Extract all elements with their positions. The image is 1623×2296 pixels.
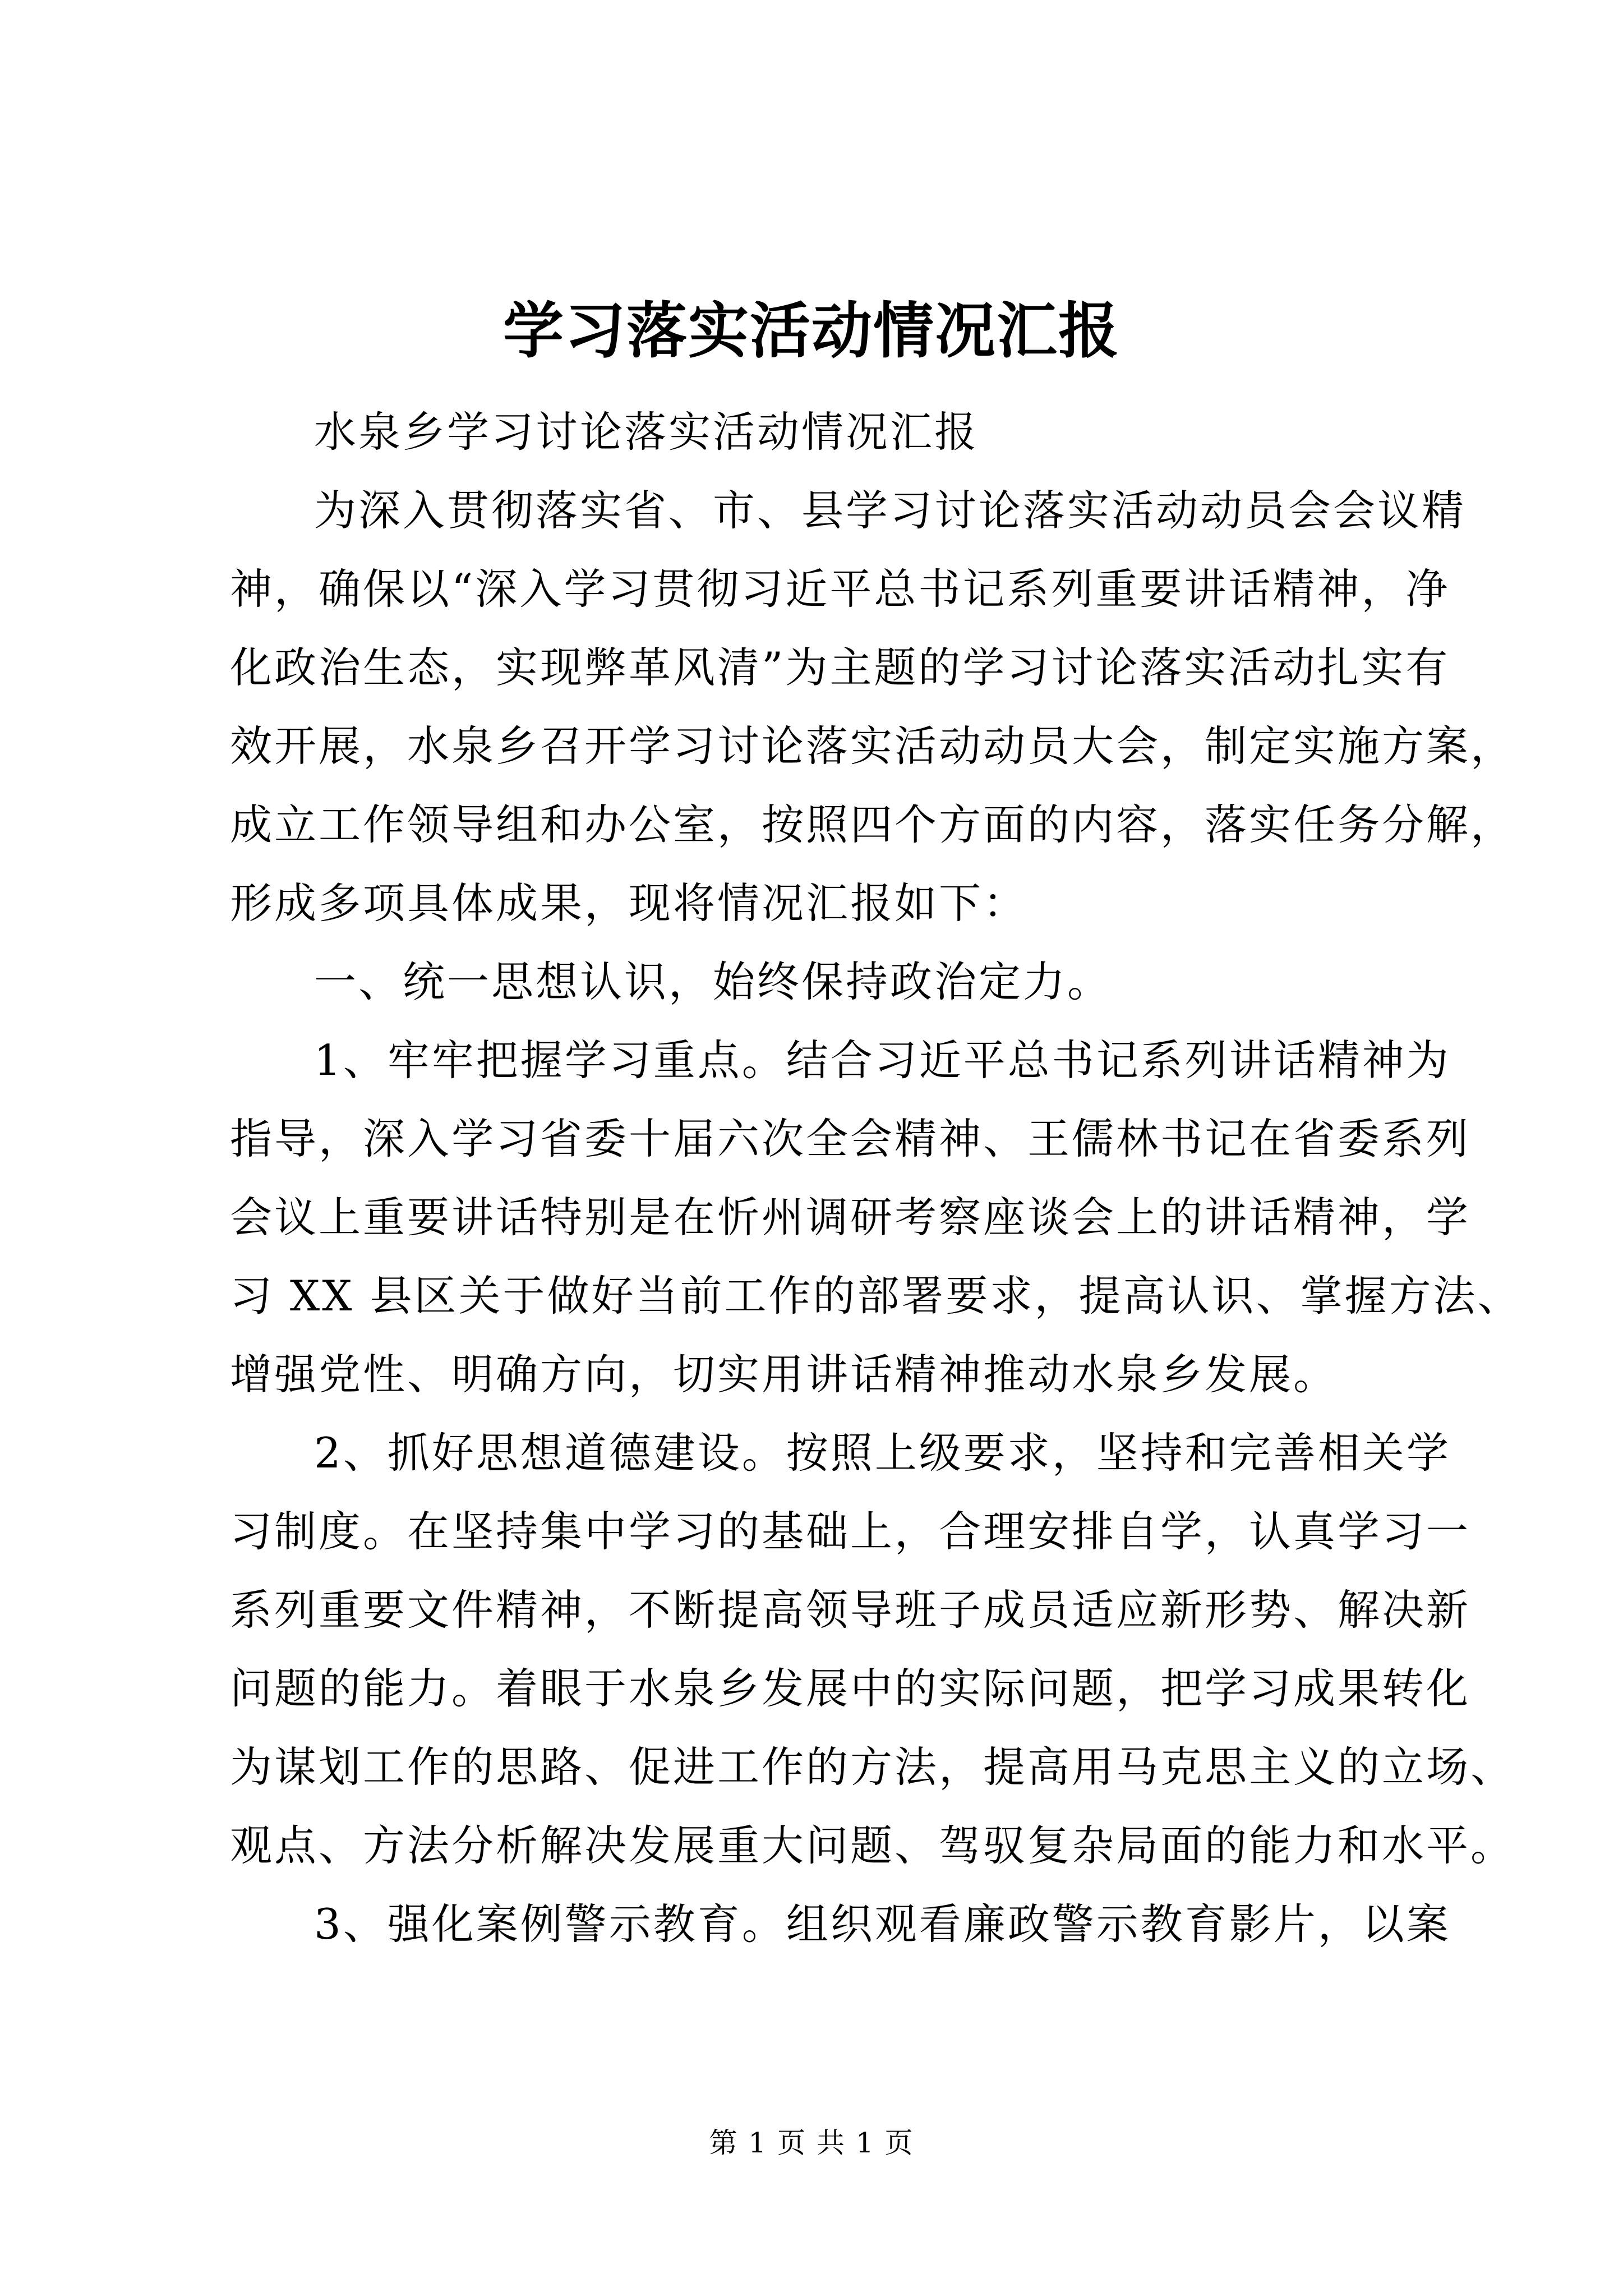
subtitle-line: 水泉乡学习讨论落实活动情况汇报 bbox=[314, 407, 979, 457]
paragraph-line: 成立工作领导组和办公室，按照四个方面的内容，落实任务分解， bbox=[230, 800, 1515, 849]
paragraph-line: 神，确保以“深入学习贯彻习近平总书记系列重要讲话精神，净 bbox=[230, 564, 1450, 614]
page-footer: 第 1 页 共 1 页 bbox=[709, 2127, 914, 2159]
paragraph-line: 形成多项具体成果，现将情况汇报如下： bbox=[230, 878, 1028, 928]
document-body bbox=[230, 393, 1522, 1963]
paragraph-line: 观点、方法分析解决发展重大问题、驾驭复杂局面的能力和水平。 bbox=[230, 1821, 1515, 1870]
paragraph-line: 会议上重要讲话特别是在忻州调研考察座谈会上的讲话精神，学 bbox=[230, 1193, 1471, 1242]
document-title: 学习落实活动情况汇报 bbox=[502, 296, 1120, 366]
paragraph-line: 指导，深入学习省委十届六次全会精神、王儒林书记在省委系列 bbox=[230, 1114, 1471, 1163]
paragraph-line: 问题的能力。着眼于水泉乡发展中的实际问题，把学习成果转化 bbox=[230, 1664, 1471, 1713]
paragraph-line: 1、牢牢把握学习重点。结合习近平总书记系列讲话精神为 bbox=[314, 1036, 1451, 1085]
paragraph-line: 效开展，水泉乡召开学习讨论落实活动动员大会，制定实施方案， bbox=[230, 721, 1515, 771]
paragraph-line: 习制度。在坚持集中学习的基础上，合理安排自学，认真学习一 bbox=[230, 1507, 1471, 1556]
paragraph-line: 为深入贯彻落实省、市、县学习讨论落实活动动员会会议精 bbox=[314, 486, 1467, 535]
paragraph-line: 习 XX 县区关于做好当前工作的部署要求，提高认识、掌握方法、 bbox=[230, 1271, 1522, 1320]
paragraph-line: 2、抓好思想道德建设。按照上级要求，坚持和完善相关学 bbox=[314, 1428, 1451, 1478]
paragraph-line: 为谋划工作的思路、促进工作的方法，提高用马克思主义的立场、 bbox=[230, 1742, 1515, 1792]
paragraph-line: 系列重要文件精神，不断提高领导班子成员适应新形势、解决新 bbox=[230, 1585, 1471, 1635]
paragraph-line: 增强党性、明确方向，切实用讲话精神推动水泉乡发展。 bbox=[230, 1350, 1338, 1399]
paragraph-line: 化政治生态，实现弊革风清”为主题的学习讨论落实活动扎实有 bbox=[230, 643, 1450, 692]
paragraph-line: 3、强化案例警示教育。组织观看廉政警示教育影片，以案 bbox=[314, 1899, 1451, 1949]
section-heading-line: 一、统一思想认识，始终保持政治定力。 bbox=[314, 957, 1112, 1006]
